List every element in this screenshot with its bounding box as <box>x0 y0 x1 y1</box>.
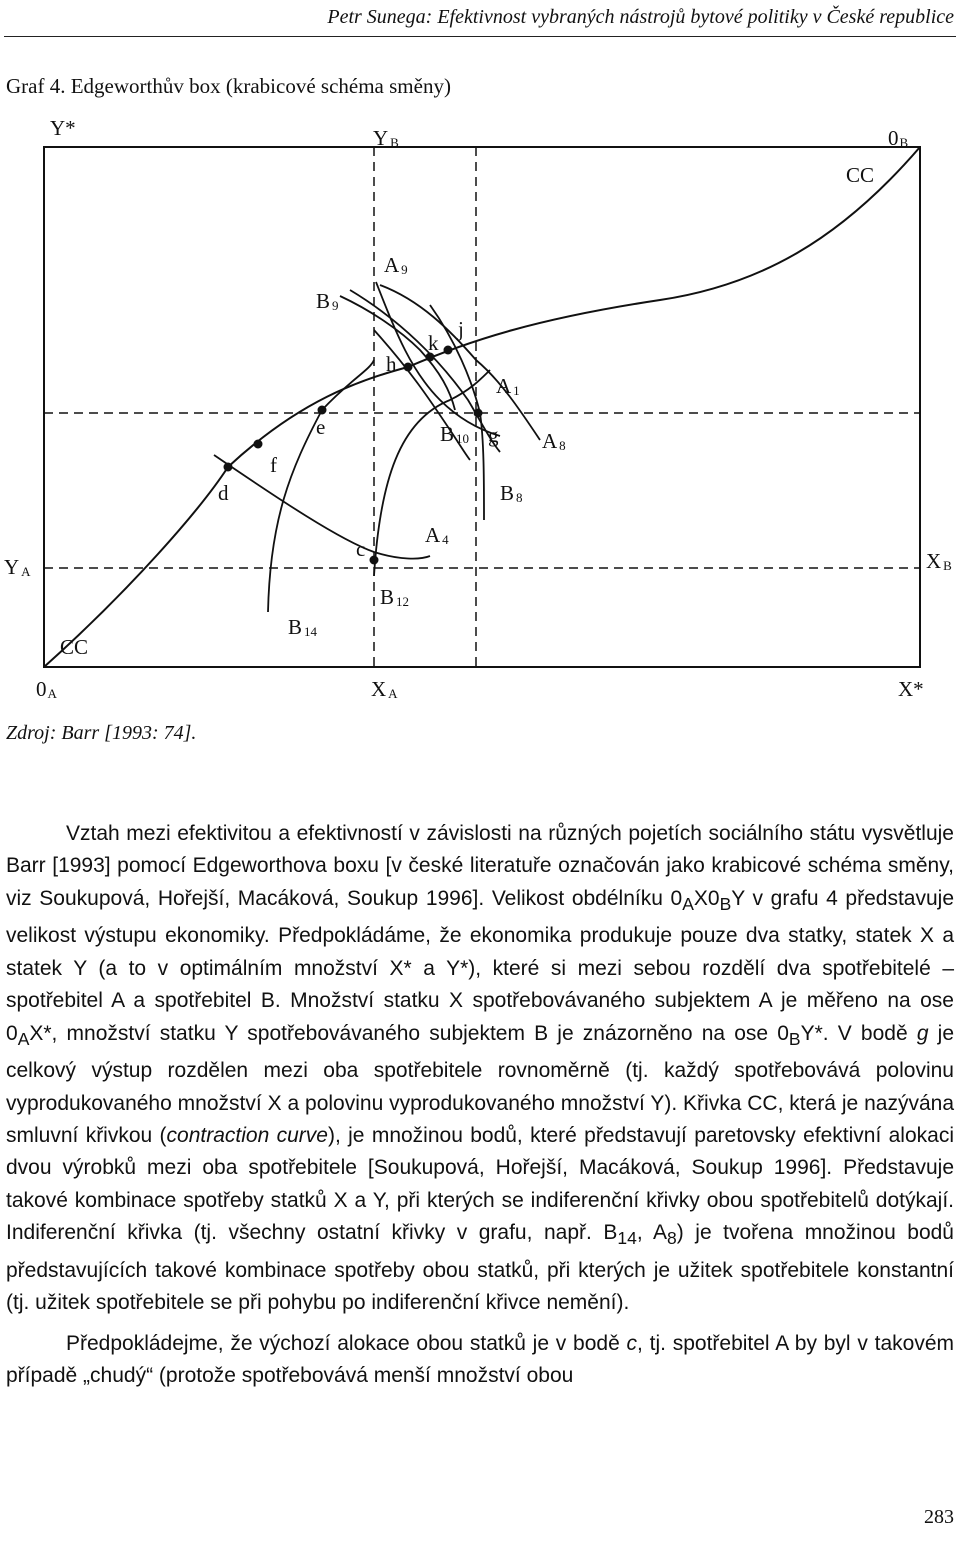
point-g <box>474 409 483 418</box>
label-cc-bottom: CC <box>60 635 89 659</box>
label-e: e <box>316 415 326 439</box>
point-e <box>318 406 327 415</box>
label-h: h <box>386 352 397 376</box>
label-x-b: X B <box>926 549 952 573</box>
label-d: d <box>218 481 229 505</box>
curve-b14 <box>268 360 374 612</box>
point-j <box>444 346 453 355</box>
label-b9: B 9 <box>316 289 339 313</box>
point-c <box>370 556 379 565</box>
label-k: k <box>428 331 439 355</box>
label-o-a: 0A <box>36 677 57 701</box>
label-b12: B 12 <box>380 585 410 609</box>
paragraph-2: Předpokládejme, že výchozí alokace obou statků je v bodě c, tj. spotřebitel A by byl v takovém případě „chudý“ (protože spotřebovává menší množství obou <box>6 1331 954 1388</box>
label-f: f <box>270 453 277 477</box>
label-a4: A 4 <box>425 523 449 547</box>
figure-source: Zdroj: Barr [1993: 74]. <box>6 722 197 744</box>
box-frame <box>44 147 920 667</box>
label-x-a: X A <box>371 677 398 701</box>
label-b10: B 10 <box>440 422 470 446</box>
label-j: j <box>458 317 464 341</box>
label-a9: A 9 <box>384 253 408 277</box>
point-d <box>224 463 233 472</box>
figure-title: Graf 4. Edgeworthův box (krabicové schéma směny) <box>6 74 451 98</box>
point-h <box>404 363 413 372</box>
label-x-star: X* <box>898 677 924 701</box>
label-y-b: Y B <box>373 126 399 150</box>
paragraph-1: Vztah mezi efektivitou a efektivností v závislosti na různých pojetích sociálního státu vysvětluje Barr [1993] pomocí Edgeworthova boxu [v české literatuře označován jako krabicové schéma směny, viz Soukupová, Hořejší, Macáková, Soukup 1996]. Velikost obdélníku $0_AX0_BY$ v grafu 4 představuje velikost výstupu ekonomiky. Předpokládáme, že ekonomika produkuje pouze dva statky, statek X a statek Y (a to v optimálním množství X* a Y*), které si mezi sebou rozdělí dva spotřebitelé – spotřebitel A a spotřebitel B. Množství statku X spotřebovávaného subjektem A je měřeno na ose $0_AX*$, množství statku Y spotřebovávaného subjektem B je znázorněno na ose $0_BY*$. V bodě g je celkový výstup rozdělen mezi oba spotřebitele rovnoměrně (tj. každý spotřebovává polovinu vyprodukovaného množství X a polovinu vyprodukovaného množství Y). Křivka CC, která je nazývána smluvní křivkou (contraction curve), je množinou bodů, které představují paretovsky efektivní alokaci dvou výrobků mezi oba spotřebitele [Soukupová, Hořejší, Macáková, Soukup 1996]. Představuje takové kombinace spotřeby statků X a Y, při kterých se indiferenční křivky obou spotřebitelů dotýkají. Indiferenční křivka (tj. všechny ostatní křivky v grafu, např. $B_{14}$, $A_8$) je tvořena množinou bodů představujících takové kombinace spotřeby obou statků, při kterých je užitek spotřebitele konstantní (tj. užitek spotřebitele se při pohybu po indiferenční křivce nemění). <box>6 822 955 1315</box>
page-number: 283 <box>924 1506 954 1528</box>
header-rule <box>4 36 956 37</box>
label-y-a: Y A <box>4 555 31 579</box>
edgeworth-box-diagram <box>0 100 960 720</box>
label-b14: B 14 <box>288 615 318 639</box>
label-y-star: Y* <box>50 116 76 140</box>
label-g: g <box>488 423 499 447</box>
label-c: c <box>356 537 366 561</box>
label-o-b: 0B <box>888 126 909 150</box>
running-header: Petr Sunega: Efektivnost vybraných nástrojů bytové politiky v České republice <box>327 6 954 28</box>
curve-a4 <box>214 455 430 559</box>
contract-curve-cc <box>44 147 920 667</box>
body-text <box>6 818 954 1392</box>
label-cc-top: CC <box>846 163 875 187</box>
label-b8: B 8 <box>500 481 523 505</box>
label-a8: A 8 <box>542 429 566 453</box>
label-a1: A 1 <box>496 374 520 398</box>
point-f <box>254 440 263 449</box>
